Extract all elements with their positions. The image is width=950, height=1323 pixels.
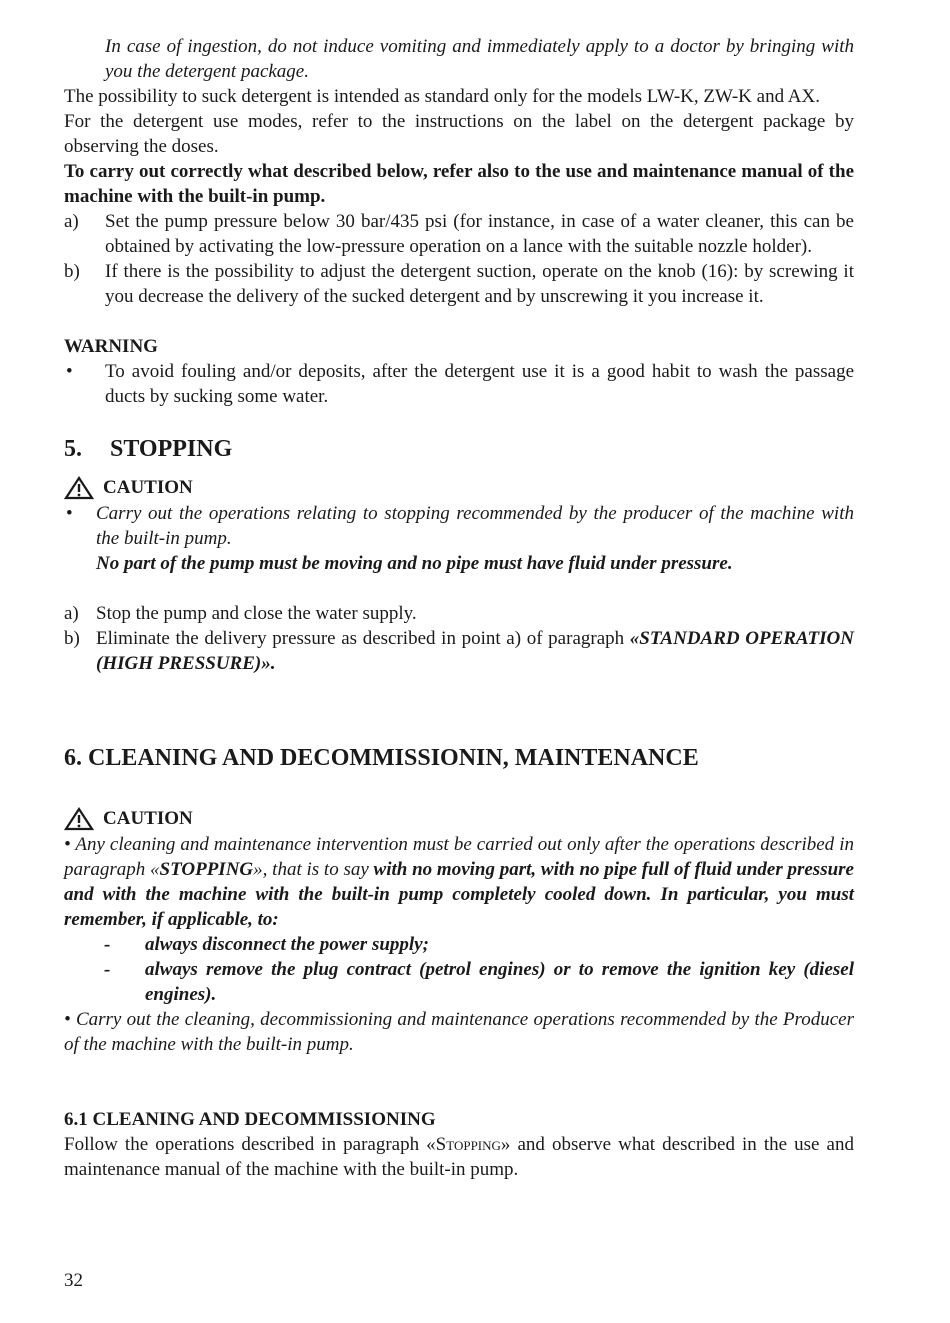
list-marker: b) <box>64 261 80 282</box>
list-marker: a) <box>64 603 79 624</box>
caution-bullet <box>64 501 854 576</box>
warning-triangle-icon <box>64 807 94 831</box>
bullet-marker: • <box>66 361 73 382</box>
paragraph-reference: «STANDARD OPERATION (HIGH PRESSURE)». <box>96 628 854 674</box>
warning-triangle-icon <box>64 476 94 500</box>
warning-heading: WARNING <box>64 336 158 357</box>
list-marker: a) <box>64 211 79 232</box>
list-item <box>64 601 854 626</box>
dash-item <box>64 957 854 1007</box>
document-page <box>64 34 854 1182</box>
caution-heading <box>64 805 854 832</box>
list-marker: b) <box>64 628 80 649</box>
bullet-marker: • <box>66 503 73 524</box>
dash-marker: - <box>104 959 111 980</box>
detergent-modes-note: For the detergent use modes, refer to the instructions on the label on the detergent package by observing the doses. <box>64 111 854 157</box>
suction-models-note: The possibility to suck detergent is intended as standard only for the models LW-K, ZW-K and AX. <box>64 86 820 107</box>
caution-text: Carry out the operations relating to stopping recommended by the producer of the machine with the built-in pump. <box>96 503 854 549</box>
list-item-text: If there is the possibility to adjust the detergent suction, operate on the knob (16): by screwing it you decrease the delivery of the sucked detergent and by unscrewing it you increase it. <box>105 261 854 307</box>
warning-bullet <box>64 359 854 409</box>
dash-item <box>64 932 854 957</box>
list-item <box>64 259 854 309</box>
list-item-text: Eliminate the delivery pressure as described in point a) of paragraph <box>96 628 630 649</box>
subsection-6-1-text: Follow the operations described in paragraph «Stopping» and observe what described in the use and maintenance manual of the machine with the built-in pump. <box>64 1134 854 1180</box>
caution-label: CAUTION <box>103 808 193 829</box>
page-number: 32 <box>64 1270 83 1291</box>
bullet-marker: • <box>64 834 71 855</box>
dash-item-text: always remove the plug contract (petrol engines) or to remove the ignition key (diesel engines). <box>145 959 854 1005</box>
dash-marker: - <box>104 934 111 955</box>
list-item-text: Set the pump pressure below 30 bar/435 psi (for instance, in case of a water cleaner, this can be obtained by activating the low-pressure operation on a lance with the suitable nozzle holder). <box>105 211 854 257</box>
cleaning-operations-paragraph: • Carry out the cleaning, decommissioning and maintenance operations recommended by the Producer of the machine with the built-in pump. <box>64 1009 855 1055</box>
section-title: STOPPING <box>110 436 233 462</box>
bullet-marker: • <box>64 1009 71 1030</box>
paragraph-reference: Stopping <box>435 1134 501 1155</box>
caution-bold-text: No part of the pump must be moving and no pipe must have fluid under pressure. <box>96 553 733 574</box>
section-number: 5. <box>64 436 82 462</box>
ingestion-note: In case of ingestion, do not induce vomiting and immediately apply to a doctor by bringing with you the detergent package. <box>105 36 854 82</box>
dash-item-text: always disconnect the power supply; <box>145 934 429 955</box>
warning-text: To avoid fouling and/or deposits, after the detergent use it is a good habit to wash the passage ducts by sucking some water. <box>105 361 854 407</box>
cleaning-caution-paragraph: • Any cleaning and maintenance intervention must be carried out only after the operations described in paragraph «STOPPING», that is to say with no moving part, with no pipe full of fluid under pressure and with the machine with the built-in pump completely cooled down. In particular, you must remember, if applicable, to: <box>64 834 854 930</box>
list-item <box>64 209 854 259</box>
subsection-6-1-heading: 6.1 CLEANING AND DECOMMISSIONING <box>64 1109 436 1130</box>
section-5-heading <box>64 437 854 462</box>
list-item-text: Stop the pump and close the water supply. <box>96 603 417 624</box>
caution-heading <box>64 474 854 501</box>
list-item <box>64 626 854 676</box>
caution-label: CAUTION <box>103 477 193 498</box>
section-6-heading: 6. CLEANING AND DECOMMISSIONIN, MAINTENANCE <box>64 745 699 771</box>
manual-reference-note: To carry out correctly what described below, refer also to the use and maintenance manual of the machine with the built-in pump. <box>64 161 854 207</box>
